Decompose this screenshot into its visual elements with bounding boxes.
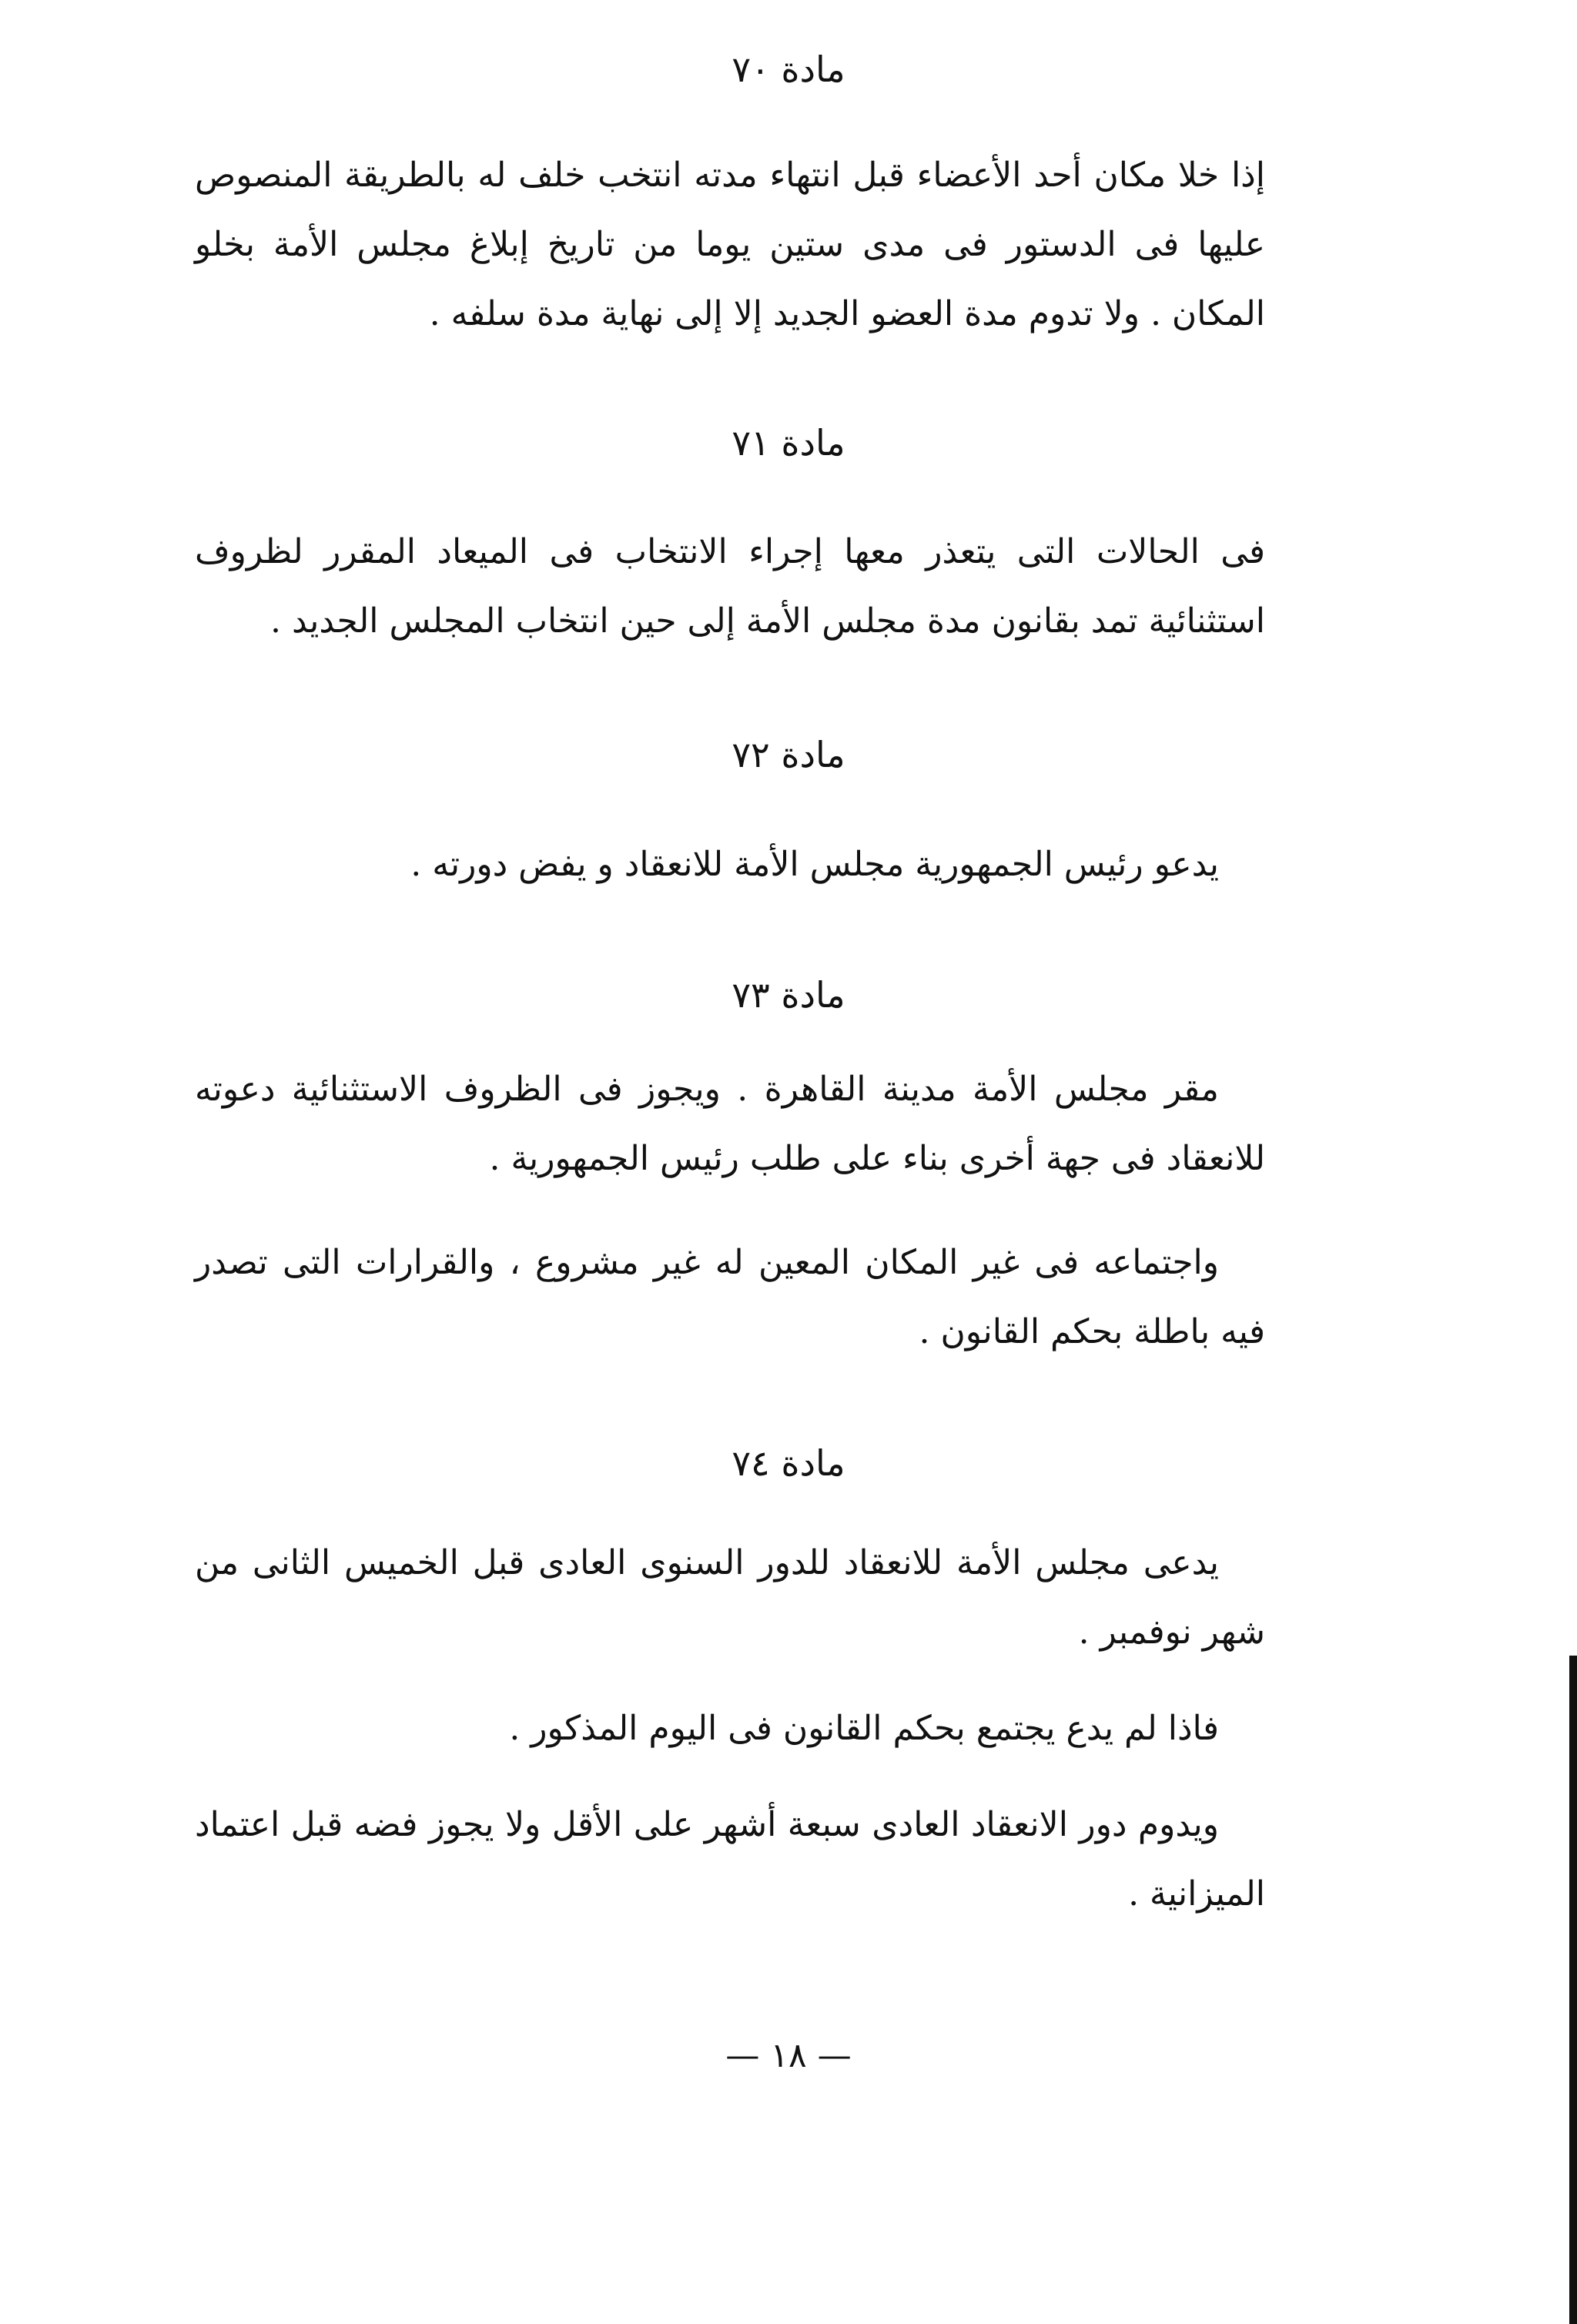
article-73-paragraph-2: واجتماعه فى غير المكان المعين له غير مشروع ، والقرارات التى تصدر فيه باطلة بحكم القانون . bbox=[195, 1243, 1265, 1351]
article-74-paragraph-2: فاذا لم يدع يجتمع بحكم القانون فى اليوم المذكور . bbox=[509, 1709, 1219, 1748]
article-heading-72: مادة ٧٢ bbox=[732, 734, 845, 775]
page-number: — ١٨ — bbox=[725, 2036, 852, 2075]
article-71-paragraph-1: فى الحالات التى يتعذر معها إجراء الانتخاب فى الميعاد المقرر لظروف استثنائية تمد بقانون مدة مجلس الأمة إلى حين انتخاب المجلس الجديد . bbox=[195, 532, 1265, 641]
article-74-paragraph-1: يدعى مجلس الأمة للانعقاد للدور السنوى العادى قبل الخميس الثانى من شهر نوفمبر . bbox=[195, 1543, 1265, 1652]
article-heading-70: مادة ٧٠ bbox=[732, 49, 845, 90]
article-74-paragraph-3: ويدوم دور الانعقاد العادى سبعة أشهر على الأقل ولا يجوز فضه قبل اعتماد الميزانية . bbox=[195, 1805, 1265, 1914]
article-73-paragraph-1: مقر مجلس الأمة مدينة القاهرة . ويجوز فى الظروف الاستثنائية دعوته للانعقاد فى جهة أخرى بناء على طلب رئيس الجمهورية . bbox=[195, 1070, 1265, 1178]
article-70-paragraph-1: إذا خلا مكان أحد الأعضاء قبل انتهاء مدته انتخب خلف له بالطريقة المنصوص عليها فى الدستور فى مدى ستين يوما من تاريخ إبلاغ مجلس الأمة بخلو المكان . ولا تدوم مدة العضو الجديد إلا إلى نهاية مدة سلفه . bbox=[195, 156, 1265, 333]
article-heading-71: مادة ٧١ bbox=[732, 422, 845, 464]
article-heading-74: مادة ٧٤ bbox=[732, 1442, 845, 1484]
article-heading-73: مادة ٧٣ bbox=[732, 974, 845, 1016]
scan-edge-line bbox=[1569, 1656, 1577, 2324]
article-72-paragraph-1: يدعو رئيس الجمهورية مجلس الأمة للانعقاد و يفض دورته . bbox=[410, 845, 1219, 884]
